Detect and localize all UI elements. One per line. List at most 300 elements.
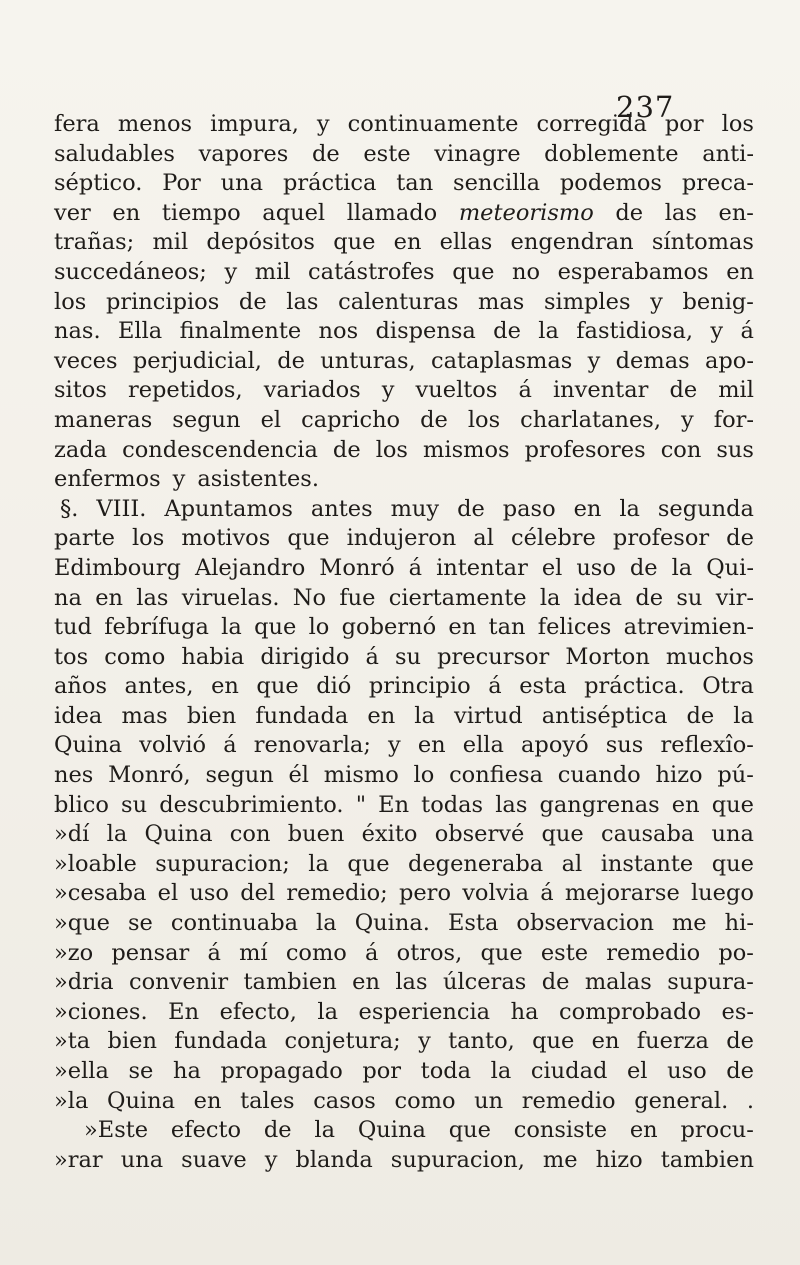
word: esperiencia	[358, 998, 491, 1025]
text-line	[54, 1057, 754, 1087]
word: depósitos	[206, 229, 315, 256]
word: vapores	[198, 140, 289, 167]
word: á	[223, 732, 237, 759]
word: la	[538, 318, 559, 345]
word: la	[317, 998, 339, 1025]
word: los	[467, 406, 501, 433]
word: la	[490, 1058, 512, 1084]
text-line	[54, 465, 754, 495]
word: efecto	[170, 1117, 242, 1144]
word: Quina	[144, 821, 213, 848]
word: el	[157, 880, 179, 907]
word: apoyó	[521, 732, 589, 759]
word: mas	[121, 702, 168, 729]
word: de	[635, 584, 664, 611]
word: la	[316, 910, 337, 937]
word: él	[288, 762, 309, 789]
word: zada	[54, 436, 108, 463]
word: viruelas.	[181, 584, 280, 611]
word: á	[408, 554, 423, 581]
word: »Este	[84, 1117, 149, 1144]
word: luego	[690, 880, 754, 907]
word: de	[726, 1058, 754, 1084]
word: tales	[240, 1087, 295, 1114]
text-line	[54, 110, 754, 140]
word: »cesaba	[54, 880, 147, 907]
word: consiste	[513, 1117, 608, 1144]
word: gangrenas	[539, 791, 660, 818]
word: condescendencia	[122, 436, 318, 463]
word: en	[193, 1087, 222, 1114]
word: y	[587, 347, 601, 374]
word: que	[480, 939, 523, 966]
word: que	[711, 791, 754, 818]
word: en	[367, 702, 396, 729]
word: »rar	[54, 1146, 103, 1173]
word: sitos	[54, 377, 107, 404]
word: tiempo	[161, 199, 241, 226]
word: mismo	[323, 762, 399, 789]
word: tos	[54, 643, 89, 670]
word: bien	[186, 702, 237, 729]
word: otros,	[396, 939, 463, 966]
word: ha	[172, 1058, 201, 1084]
word: perjudicial,	[132, 347, 262, 374]
word: la	[106, 821, 128, 848]
word: veces	[54, 347, 118, 374]
word: toda	[420, 1058, 472, 1084]
word: su	[676, 584, 703, 611]
word: es-	[721, 998, 754, 1025]
word: No	[292, 584, 327, 611]
word: »dí	[54, 821, 90, 848]
word: práctica.	[584, 673, 685, 700]
word: todas	[421, 791, 484, 818]
word: á	[488, 673, 502, 700]
word: las	[136, 584, 169, 611]
word: na	[54, 584, 82, 611]
text-line	[54, 258, 754, 288]
text-line	[54, 1116, 754, 1146]
word: general.	[634, 1087, 729, 1114]
word: repetidos,	[127, 377, 243, 404]
word: y	[681, 406, 694, 433]
word: observacion	[516, 910, 654, 937]
word: y	[172, 466, 186, 493]
word: »ciones.	[54, 998, 148, 1025]
word: de	[263, 1117, 292, 1144]
word: que	[448, 1117, 491, 1144]
word: fundada	[174, 1028, 268, 1055]
word: esperabamos	[557, 258, 709, 285]
word: de	[493, 318, 521, 345]
word: muchos	[665, 643, 754, 670]
word: en	[671, 791, 700, 818]
body-text	[54, 110, 754, 1175]
word: los	[131, 525, 165, 552]
word: llamado	[346, 199, 438, 226]
word: y	[418, 1028, 431, 1055]
word: ciertamente	[388, 584, 527, 611]
text-line	[54, 879, 754, 909]
word: años	[54, 673, 107, 700]
text-line	[54, 1146, 754, 1176]
word: dió	[316, 673, 352, 700]
word: observé	[434, 821, 525, 848]
text-line	[54, 850, 754, 880]
word: los	[721, 111, 754, 137]
word: á	[540, 880, 554, 907]
word: como	[285, 939, 347, 966]
word: que	[256, 673, 299, 700]
word: Monró,	[108, 762, 191, 789]
word: simples	[543, 288, 631, 315]
word: motivos	[181, 525, 271, 552]
word: ciudad	[530, 1058, 608, 1084]
word: la	[619, 495, 640, 522]
word: continuaba	[170, 910, 299, 937]
word: las	[286, 288, 319, 315]
word: blico	[54, 791, 109, 818]
word: ha	[510, 998, 539, 1025]
word: idea	[573, 584, 623, 611]
text-line	[54, 702, 754, 732]
word: un	[474, 1087, 504, 1114]
word: nes	[54, 762, 94, 789]
word: tambien	[243, 969, 337, 996]
word: á	[365, 939, 379, 966]
word: á	[207, 939, 221, 966]
word: y	[316, 111, 330, 137]
word: mil	[254, 258, 291, 285]
text-line	[54, 761, 754, 791]
word: mejorarse	[564, 880, 680, 907]
word: asistentes.	[197, 466, 319, 493]
word: pensar	[111, 939, 190, 966]
word: febrífuga	[104, 614, 209, 641]
word: degeneraba	[407, 850, 544, 877]
word: lo	[413, 762, 435, 789]
word: engendran	[510, 229, 634, 256]
text-line	[54, 140, 754, 170]
word: los	[54, 288, 87, 315]
word: variados	[263, 377, 361, 404]
word: tan	[396, 170, 434, 197]
word: podemos	[559, 170, 662, 197]
word: suave	[181, 1146, 247, 1173]
word: Quina.	[354, 910, 430, 937]
word: »ella	[54, 1058, 109, 1084]
text-line	[54, 613, 754, 643]
word: la	[314, 1117, 336, 1144]
word: demas	[615, 347, 690, 374]
word: unturas,	[320, 347, 416, 374]
word: uso	[667, 1058, 707, 1084]
word: vir-	[715, 584, 754, 611]
word: ellas	[439, 229, 493, 256]
word: VIII.	[96, 495, 147, 522]
word: antiséptica	[541, 702, 668, 729]
word: »ta	[54, 1028, 91, 1055]
word: en	[352, 969, 380, 996]
word: la	[539, 584, 561, 611]
word: felices	[537, 614, 612, 641]
word: de	[541, 969, 570, 996]
word: principio	[368, 673, 471, 700]
text-line	[54, 317, 754, 347]
word: saludables	[54, 140, 175, 167]
word: supuracion;	[155, 850, 290, 877]
word: cataplasmas	[430, 347, 573, 374]
word: calenturas	[338, 288, 459, 315]
word: de	[726, 525, 754, 552]
word: una	[711, 821, 754, 848]
word: la	[671, 554, 693, 581]
word: malas	[584, 969, 652, 996]
word: Apuntamos	[164, 495, 293, 522]
word: mil	[718, 377, 754, 404]
text-line	[54, 791, 754, 821]
word: corregida	[536, 111, 647, 137]
word: sus	[716, 436, 754, 463]
word: éxito	[361, 821, 418, 848]
word: sencilla	[453, 170, 541, 197]
word: ella	[462, 732, 504, 759]
word: doblemente	[544, 140, 679, 167]
word: anti-	[702, 140, 754, 167]
word: no	[511, 258, 541, 285]
word: por	[664, 111, 704, 137]
word: fundada	[255, 702, 349, 729]
text-line	[54, 199, 754, 229]
word: con	[229, 821, 271, 848]
word: que	[254, 614, 297, 641]
word: en	[591, 1028, 620, 1055]
word: .	[746, 1087, 754, 1114]
word: que	[532, 1028, 575, 1055]
word: se	[128, 1058, 154, 1084]
word: se	[128, 910, 153, 937]
word: charlatanes,	[520, 406, 662, 433]
word: en-	[718, 199, 754, 226]
word: de	[669, 377, 698, 404]
word: lo	[308, 614, 330, 641]
word: hizo	[595, 1146, 643, 1173]
text-line	[54, 347, 754, 377]
word: pú-	[717, 762, 754, 789]
word: mismos	[423, 436, 510, 463]
word: dirigido	[260, 643, 350, 670]
text-line	[54, 376, 754, 406]
word: úlceras	[442, 969, 527, 996]
word: remedio	[606, 939, 701, 966]
word: »la	[54, 1087, 89, 1114]
word: en	[393, 229, 422, 256]
word: tud	[54, 614, 92, 641]
word: menos	[117, 111, 193, 137]
word: hi-	[724, 910, 754, 937]
word: antes	[310, 495, 373, 522]
word: que	[541, 821, 584, 848]
word: de	[686, 702, 715, 729]
word: ver	[54, 199, 91, 226]
word: práctica	[282, 170, 377, 197]
word: preca-	[681, 170, 754, 197]
word: profesor	[612, 525, 710, 552]
word: vueltos	[415, 377, 498, 404]
word: y	[710, 318, 724, 345]
word: de	[615, 199, 644, 226]
text-line	[54, 554, 754, 584]
word: bien	[107, 1028, 157, 1055]
word: tambien	[660, 1146, 754, 1173]
word: hizo	[655, 762, 703, 789]
word: remedio	[521, 1087, 616, 1114]
word: parte	[54, 525, 115, 552]
word: succedáneos;	[54, 258, 207, 285]
word: habia	[181, 643, 245, 670]
word: maneras	[54, 406, 153, 433]
word: impura,	[210, 111, 299, 137]
text-line	[54, 436, 754, 466]
word: Esta	[447, 910, 499, 937]
word: en	[726, 258, 754, 285]
word: á	[518, 377, 532, 404]
word: como	[394, 1087, 456, 1114]
word: vinagre	[434, 140, 521, 167]
word: una	[120, 1146, 164, 1173]
word: nos	[318, 318, 359, 345]
text-line	[54, 495, 754, 525]
word: segun	[205, 762, 274, 789]
word: como	[104, 643, 166, 670]
word: célebre	[510, 525, 596, 552]
text-line	[54, 524, 754, 554]
word: el	[260, 406, 282, 433]
word: remedio;	[286, 880, 388, 907]
word: al	[561, 850, 583, 877]
word: virtud	[454, 702, 523, 729]
word: trañas;	[54, 229, 135, 256]
word: á	[365, 643, 379, 670]
word: cuando	[557, 762, 641, 789]
word: las	[664, 199, 697, 226]
word: tanto,	[448, 1028, 515, 1055]
word: §.	[60, 495, 79, 522]
word: po-	[718, 939, 754, 966]
word: síntomas	[651, 229, 754, 256]
word: pero	[398, 880, 451, 907]
word: reflexîo-	[660, 732, 754, 759]
word: este	[540, 939, 589, 966]
text-line	[54, 672, 754, 702]
word: casos	[313, 1087, 376, 1114]
word: efecto,	[219, 998, 297, 1025]
word: blanda	[295, 1146, 373, 1173]
word: idea	[54, 702, 103, 729]
word: En	[378, 791, 410, 818]
text-line	[54, 1027, 754, 1057]
word: por	[362, 1058, 402, 1084]
word: propagado	[220, 1058, 343, 1084]
word: Monró	[319, 554, 395, 581]
word: Morton	[565, 643, 650, 670]
text-line	[54, 820, 754, 850]
text-line	[54, 968, 754, 998]
word: procu-	[680, 1117, 754, 1144]
word: volvió	[139, 732, 207, 759]
word: en	[211, 673, 239, 700]
word: de	[420, 406, 448, 433]
word: de	[726, 1028, 754, 1055]
word: me	[542, 1146, 578, 1173]
word: En	[168, 998, 200, 1025]
word: sus	[605, 732, 644, 759]
word: aquel	[262, 199, 326, 226]
word: tan	[488, 614, 526, 641]
word: y	[264, 1146, 278, 1173]
word: fastidiosa,	[576, 318, 694, 345]
word: en	[629, 1117, 658, 1144]
word: dispensa	[375, 318, 476, 345]
word: me	[671, 910, 707, 937]
text-line	[54, 1087, 754, 1117]
word: nas.	[54, 318, 101, 345]
word: atrevimien-	[623, 614, 754, 641]
word: que	[287, 525, 330, 552]
text-line	[54, 169, 754, 199]
text-line	[54, 643, 754, 673]
word: enfermos	[54, 466, 161, 493]
word: conjetura;	[284, 1028, 401, 1055]
word: con	[660, 436, 702, 463]
word: fue	[339, 584, 376, 611]
word: gobernó	[341, 614, 437, 641]
word: Quina	[54, 732, 123, 759]
word: uso	[576, 554, 616, 581]
word: la	[414, 702, 435, 729]
word: fuerza	[636, 1028, 709, 1055]
text-line	[54, 228, 754, 258]
text-line	[54, 939, 754, 969]
word: volvia	[462, 880, 529, 907]
word: convenir	[128, 969, 229, 996]
word: de	[311, 140, 340, 167]
word: renovarla;	[253, 732, 371, 759]
text-line	[54, 584, 754, 614]
word: en	[95, 584, 123, 611]
word: Quina	[107, 1087, 176, 1114]
word: en	[112, 199, 141, 226]
word: y	[224, 258, 238, 285]
word: la	[308, 850, 329, 877]
word: "	[355, 791, 367, 818]
word: fera	[54, 111, 100, 137]
word: de	[457, 495, 485, 522]
word: que	[347, 850, 390, 877]
word: Quina	[357, 1117, 426, 1144]
word: segun	[172, 406, 241, 433]
text-line	[54, 406, 754, 436]
word: de	[629, 554, 658, 581]
word: capricho	[301, 406, 401, 433]
word: mil	[152, 229, 189, 256]
word: Edimbourg	[54, 554, 181, 581]
word: apo-	[704, 347, 754, 374]
word: descubrimiento.	[159, 791, 344, 818]
word: continuamente	[347, 111, 519, 137]
word: instante	[600, 850, 694, 877]
